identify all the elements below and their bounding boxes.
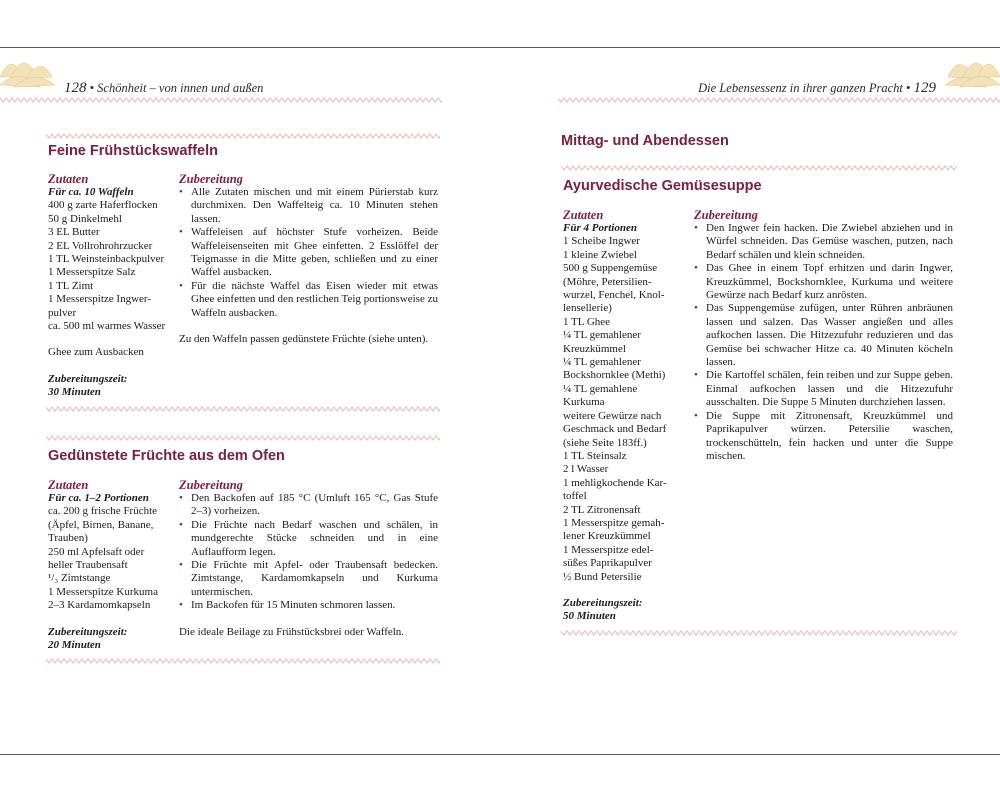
step-item <box>694 302 953 369</box>
serving-note: Zu den Waffeln passen gedünstete Früchte (siehe unten). <box>179 333 429 346</box>
ingredient-line: lensellerie) <box>563 302 612 315</box>
ingredient-list <box>48 505 173 612</box>
step-text: Das Suppengemüse zufügen, unter Rühren anbräunen lassen und salzen. Das Wasser angießen und alles aufkochen lassen. Die Hitzezufuhr reduzieren und das Gemüse bei schwacher Hitze ca. 40 Minuten köcheln lassen. <box>706 302 953 369</box>
ingredient-line: 1 TL Weinsteinbackpulver <box>48 253 165 266</box>
ingredient-line: 1 Messerspitze Kurkuma <box>48 585 158 598</box>
ingredients-heading: Zutaten <box>48 172 89 186</box>
bullet-icon: • <box>694 369 698 382</box>
ingredient-line: toffel <box>563 490 587 503</box>
ingredient-line: 1 kleine Zwiebel <box>563 248 637 261</box>
ingredient-line: süßes Paprikapulver <box>563 557 652 570</box>
recipe-title: Gedünstete Früchte aus dem Ofen <box>48 448 285 464</box>
step-text: Für die nächste Waffel das Eisen wieder mit etwas Ghee einfetten und den restlichen Teig portionsweise zu Waffeln ausbacken. <box>191 279 438 319</box>
lotus-ornament-left <box>0 47 55 92</box>
recipe-rule-bottom-1 <box>46 406 440 412</box>
lotus-ornament-right <box>945 47 1000 92</box>
step-text: Das Ghee in einem Topf erhitzen und darin Ingwer, Kreuzkümmel, Bockshornklee, Kurkuma und weitere Gewürze nach Bedarf kurz anrösten. <box>706 262 953 302</box>
section-title: Mittag- und Abendessen <box>561 133 729 149</box>
running-title-left: Schönheit – von innen und außen <box>97 81 264 95</box>
ingredients-column <box>48 172 173 400</box>
step-text: Im Backofen für 15 Minuten schmoren lassen. <box>191 599 396 612</box>
bullet-icon: • <box>179 492 183 504</box>
prep-time-label: Zubereitungszeit: <box>563 596 643 609</box>
step-text: Die Früchte nach Bedarf waschen und schälen, in mundgerechte Stücke schneiden und in eine Auflaufform legen. <box>191 518 438 558</box>
step-text: Den Ingwer fein hacken. Die Zwiebel abziehen und in Würfel schneiden. Das Gemüse waschen, putzen, nach Bedarf schälen und klein schneiden. <box>706 222 953 261</box>
prep-time-value: 50 Minuten <box>563 610 616 623</box>
prep-time-value: 30 Minuten <box>48 386 101 399</box>
header-rule-right <box>558 97 1000 103</box>
serving-note: Die ideale Beilage zu Frühstücksbrei oder Waffeln. <box>179 625 405 638</box>
ingredient-line: ca. 200 g frische Früchte <box>48 505 158 518</box>
ingredient-line: 1 mehligkochende Kar- <box>563 476 667 489</box>
ingredient-line: 3 EL Butter <box>48 226 100 239</box>
prep-time-value: 20 Minuten <box>48 639 101 652</box>
ingredient-line: ½ Bund Petersilie <box>563 570 642 583</box>
running-header-right: Die Lebensessenz in ihrer ganzen Pracht • 129 <box>698 80 936 96</box>
bullet-icon: • <box>179 226 183 239</box>
recipe-rule-top-1 <box>46 133 440 139</box>
bullet-icon: • <box>694 262 698 275</box>
step-item <box>179 186 438 226</box>
servings: Für ca. 1–2 Portionen <box>48 492 149 504</box>
ingredient-line: Bockshornklee (Methi) <box>563 369 666 382</box>
bullet-icon: • <box>179 186 183 198</box>
step-text: Die Suppe mit Zitronensaft, Kreuzkümmel und Paprikapulver würzen. Petersilie waschen, trockenschütteln, fein hacken und unter die Suppe mischen. <box>706 409 953 462</box>
steps-heading: Zubereitung <box>694 208 758 222</box>
ingredient-line: ¹/₃ Zimtstange <box>48 572 111 585</box>
ingredient-line: (Äpfel, Birnen, Banane, <box>48 518 154 531</box>
bullet-icon: • <box>694 409 698 422</box>
ingredient-line: 1 Messerspitze gemah- <box>563 516 665 529</box>
ingredient-line: 2–3 Kardamomkapseln <box>48 599 151 612</box>
steps-column <box>694 208 953 463</box>
step-text: Alle Zutaten mischen und mit einem Pürierstab kurz durchmixen. Den Waffelteig ca. 10 Minuten stehen lassen. <box>191 186 438 225</box>
recipe-rule-top-2 <box>46 435 440 441</box>
ingredient-line: heller Traubensaft <box>48 559 128 572</box>
ingredient-line: 1 Messerspitze Ingwer- <box>48 293 152 306</box>
ingredient-line: 2 TL Zitronensaft <box>563 503 641 516</box>
step-item <box>694 222 953 262</box>
ingredient-list <box>48 199 173 333</box>
recipe-title: Ayurvedische Gemüsesuppe <box>563 178 762 194</box>
bullet-icon: • <box>179 599 183 612</box>
ingredient-line: (Möhre, Petersilien- <box>563 275 652 288</box>
steps-heading: Zubereitung <box>179 478 243 492</box>
ingredient-line: weitere Gewürze nach <box>563 409 662 422</box>
ingredient-line: 400 g zarte Haferflocken <box>48 199 158 212</box>
steps-column <box>179 172 438 346</box>
ingredient-line: Kurkuma <box>563 396 605 409</box>
ingredient-line: wurzel, Fenchel, Knol- <box>563 289 665 302</box>
ingredient-line: 1 TL Zimt <box>48 279 94 292</box>
ingredient-line: lener Kreuzkümmel <box>563 530 651 543</box>
steps-heading: Zubereitung <box>179 172 243 186</box>
bullet-icon: • <box>694 222 698 234</box>
step-item <box>179 280 438 320</box>
recipe-title: Feine Frühstückswaffeln <box>48 143 219 159</box>
step-list <box>179 186 438 320</box>
header-rule-left <box>0 97 442 103</box>
page-number-left: 128 <box>64 80 87 96</box>
prep-time-label: Zubereitungszeit: <box>48 372 128 385</box>
bullet-icon: • <box>179 279 183 292</box>
running-header-left: 128 • Schönheit – von innen und außen <box>64 80 264 96</box>
servings: Für 4 Portionen <box>563 222 637 234</box>
ingredient-line: 500 g Suppengemüse <box>563 262 658 275</box>
ingredient-list <box>563 235 688 584</box>
step-list <box>179 492 438 613</box>
bullet-icon: • <box>179 518 183 531</box>
prep-time-label: Zubereitungszeit: <box>48 625 128 638</box>
step-item <box>694 410 953 464</box>
ingredient-line: 1 TL Ghee <box>563 315 611 328</box>
extra-ingredient: Ghee zum Ausbacken <box>48 346 144 359</box>
ingredients-heading: Zutaten <box>563 208 604 222</box>
servings: Für ca. 10 Waffeln <box>48 186 134 198</box>
step-item <box>179 519 438 559</box>
step-text: Die Früchte mit Apfel- oder Traubensaft bedecken. Zimtstange, Kardamomkapseln und Kurkuma untermischen. <box>191 559 438 598</box>
running-title-right: Die Lebensessenz in ihrer ganzen Pracht <box>698 81 903 95</box>
ingredient-line: 2 EL Vollrohrohrzucker <box>48 239 153 252</box>
ingredient-line: Trauben) <box>48 532 88 545</box>
step-list <box>694 222 953 463</box>
step-item <box>694 369 953 409</box>
ingredient-line: ¼ TL gemahlener <box>563 356 641 369</box>
ingredient-line: ¼ TL gemahlene <box>563 382 638 395</box>
ingredient-line: Geschmack und Bedarf <box>563 423 667 436</box>
ingredients-column <box>48 478 173 652</box>
ingredient-line: 1 Messerspitze edel- <box>563 543 654 556</box>
step-item <box>179 559 438 599</box>
step-text: Den Backofen auf 185 °C (Umluft 165 °C, Gas Stufe 2–3) vorheizen. <box>191 492 438 518</box>
steps-column <box>179 478 438 639</box>
step-text: Die Kartoffel schälen, fein reiben und zur Suppe geben. Einmal aufkochen lassen und die Hitzezufuhr ausschalten. Die Suppe 5 Minuten durchziehen lassen. <box>706 369 953 409</box>
step-item <box>179 226 438 280</box>
ingredient-line: (siehe Seite 183ff.) <box>563 436 647 449</box>
bullet-icon: • <box>179 559 183 572</box>
recipe-rule-top-3 <box>561 165 957 171</box>
recipe-rule-bottom-2 <box>46 658 440 664</box>
step-item <box>694 262 953 302</box>
ingredient-line: 250 ml Apfelsaft oder <box>48 545 145 558</box>
ingredient-line: 50 g Dinkelmehl <box>48 212 122 225</box>
ingredient-line: pulver <box>48 306 77 319</box>
ingredients-column <box>563 208 688 624</box>
ingredient-line: 1 TL Steinsalz <box>563 449 627 462</box>
step-item <box>179 492 438 519</box>
ingredient-line: 2 l Wasser <box>563 463 609 476</box>
ingredient-line: ¼ TL gemahlener <box>563 329 641 342</box>
ingredient-line: ca. 500 ml warmes Wasser <box>48 320 166 333</box>
ingredient-line: Kreuzkümmel <box>563 342 626 355</box>
step-item <box>179 599 438 612</box>
page-number-right: 129 <box>913 80 936 96</box>
recipe-rule-bottom-3 <box>561 630 957 636</box>
ingredient-line: 1 Messerspitze Salz <box>48 266 136 279</box>
bullet-icon: • <box>694 302 698 315</box>
step-text: Waffeleisen auf höchster Stufe vorheizen. Beide Waffeleisenseiten mit Ghee einfetten. 2 Esslöffel der Teigmasse in die Mitte geben, schließen und zu einer Waffel ausbacken. <box>191 226 438 279</box>
ingredients-heading: Zutaten <box>48 478 89 492</box>
ingredient-line: 1 Scheibe Ingwer <box>563 235 640 248</box>
